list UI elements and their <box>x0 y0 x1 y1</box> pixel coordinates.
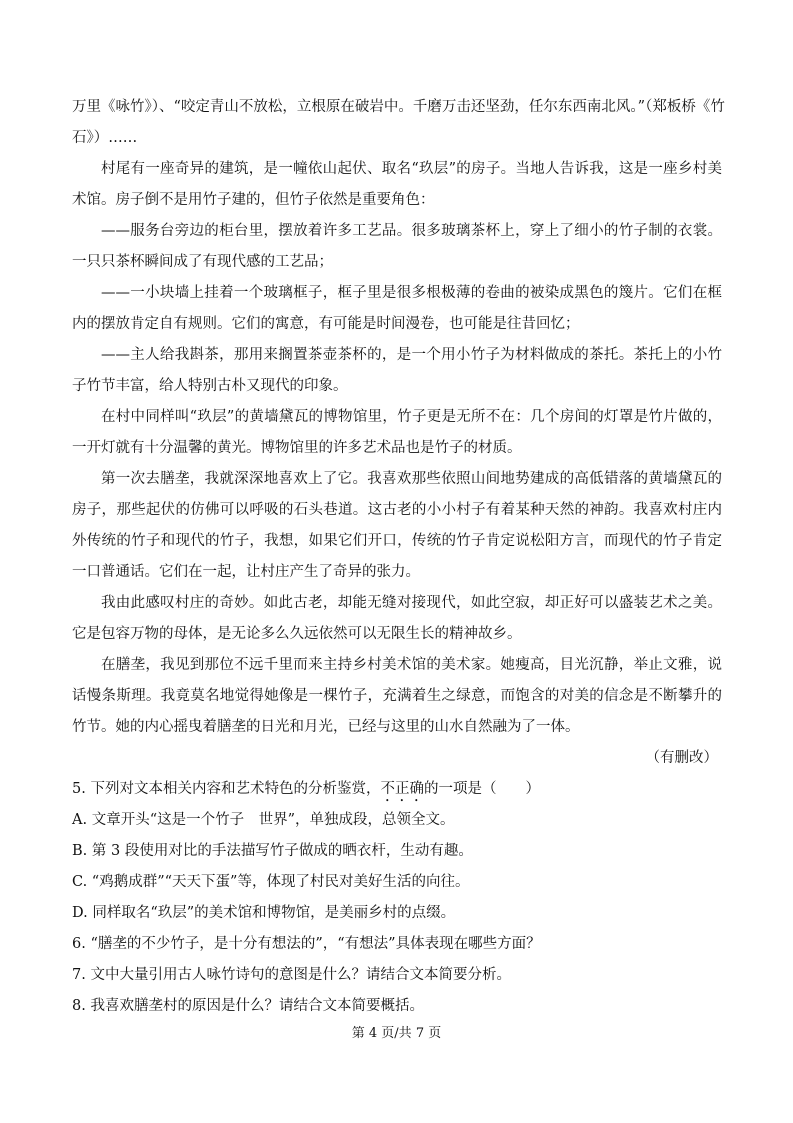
paragraph-dash-teacups: ——服务台旁边的柜台里，摆放着许多工艺品。很多玻璃茶杯上，穿上了细小的竹子制的衣裳。一只只茶杯瞬间成了有现代感的工艺品； <box>72 223 722 270</box>
question-7: 7. 文中大量引用古人咏竹诗句的意图是什么？请结合文本简要分析。 <box>72 967 511 983</box>
question-5 <box>72 774 722 805</box>
paragraph-village-wonder: 我由此感叹村庄的奇妙。如此古老，却能无缝对接现代，如此空寂，却正好可以盛装艺术之美。它是包容万物的母体，是无论多么久远依然可以无限生长的精神故乡。 <box>72 595 722 642</box>
document-page <box>72 92 725 1022</box>
question-5-prefix: 5. 下列对文本相关内容和艺术特色的分析鉴赏， <box>72 781 381 797</box>
option-a: A. 文章开头“这是一个竹子 世界”，单独成段，总领全文。 <box>72 812 455 828</box>
paragraph-museum-lamps: 在村中同样叫“玖层”的黄墙黛瓦的博物馆里，竹子更是无所不在：几个房间的灯罩是竹片做的，一开灯就有十分温馨的黄光。博物馆里的许多艺术品也是竹子的材质。 <box>72 409 722 456</box>
question-6: 6. “膳垄的不少竹子，是十分有想法的”，“有想法”具体表现在哪些方面？ <box>72 936 541 952</box>
question-8: 8. 我喜欢膳垄村的原因是什么？请结合文本简要概括。 <box>72 998 424 1014</box>
paragraph-dash-tea-tray: ——主人给我斟茶，那用来搁置茶壶茶杯的，是一个用小竹子为材料做成的茶托。茶托上的小竹子竹节丰富，给人特别古朴又现代的印象。 <box>72 347 722 394</box>
page-footer: 第 4 页/共 7 页 <box>351 1026 442 1041</box>
option-d: D. 同样取名“玖层”的美术馆和博物馆，是美丽乡村的点缀。 <box>72 905 456 921</box>
option-c: C. “鸡鹅成群”“天天下蛋”等，体现了村民对美好生活的向往。 <box>72 874 470 890</box>
question-5-suffix: 的一项是（ ） <box>423 781 540 797</box>
paragraph-artist: 在膳垄，我见到那位不远千里而来主持乡村美术馆的美术家。她瘦高，目光沉静，举止文雅，说话慢条斯理。我竟莫名地觉得她像是一棵竹子，充满着生之绿意，而饱含的对美的信念是不断攀升的竹节。她的内心摇曳着膳垄的日光和月光，已经与这里的山水自然融为了一体。 <box>72 657 722 735</box>
question-5-emphasis: 不正确 <box>380 781 424 797</box>
paragraph-museum-intro: 村尾有一座奇异的建筑，是一幢依山起伏、取名“玖层”的房子。当地人告诉我，这是一座乡村美术馆。房子倒不是用竹子建的，但竹子依然是重要角色： <box>72 161 722 208</box>
paragraph-dash-frame: ——一小块墙上挂着一个玻璃框子，框子里是很多根极薄的卷曲的被染成黑色的篾片。它们在框内的摆放肯定自有规则。它们的寓意，有可能是时间漫卷，也可能是往昔回忆； <box>72 285 722 332</box>
source-note: （有删改） <box>645 750 718 766</box>
paragraph-quote-line-1: 万里《咏竹》）、“咬定青山不放松，立根原在破岩中。千磨万击还坚劲，任尔东西南北风。”（郑板桥《竹 <box>72 99 725 115</box>
option-b: B. 第 3 段使用对比的手法描写竹子做成的晒衣杆，生动有趣。 <box>72 843 473 859</box>
paragraph-first-visit: 第一次去膳垄，我就深深地喜欢上了它。我喜欢那些依照山间地势建成的高低错落的黄墙黛瓦的房子，那些起伏的仿佛可以呼吸的石头巷道。这古老的小小村子有着某种天然的神韵。我喜欢村庄内外传统的竹子和现代的竹子，我想，如果它们开口，传统的竹子肯定说松阳方言，而现代的竹子肯定一口普通话。它们在一起，让村庄产生了奇异的张力。 <box>72 471 722 580</box>
paragraph-quote-line-2: 石》）…… <box>72 130 138 146</box>
